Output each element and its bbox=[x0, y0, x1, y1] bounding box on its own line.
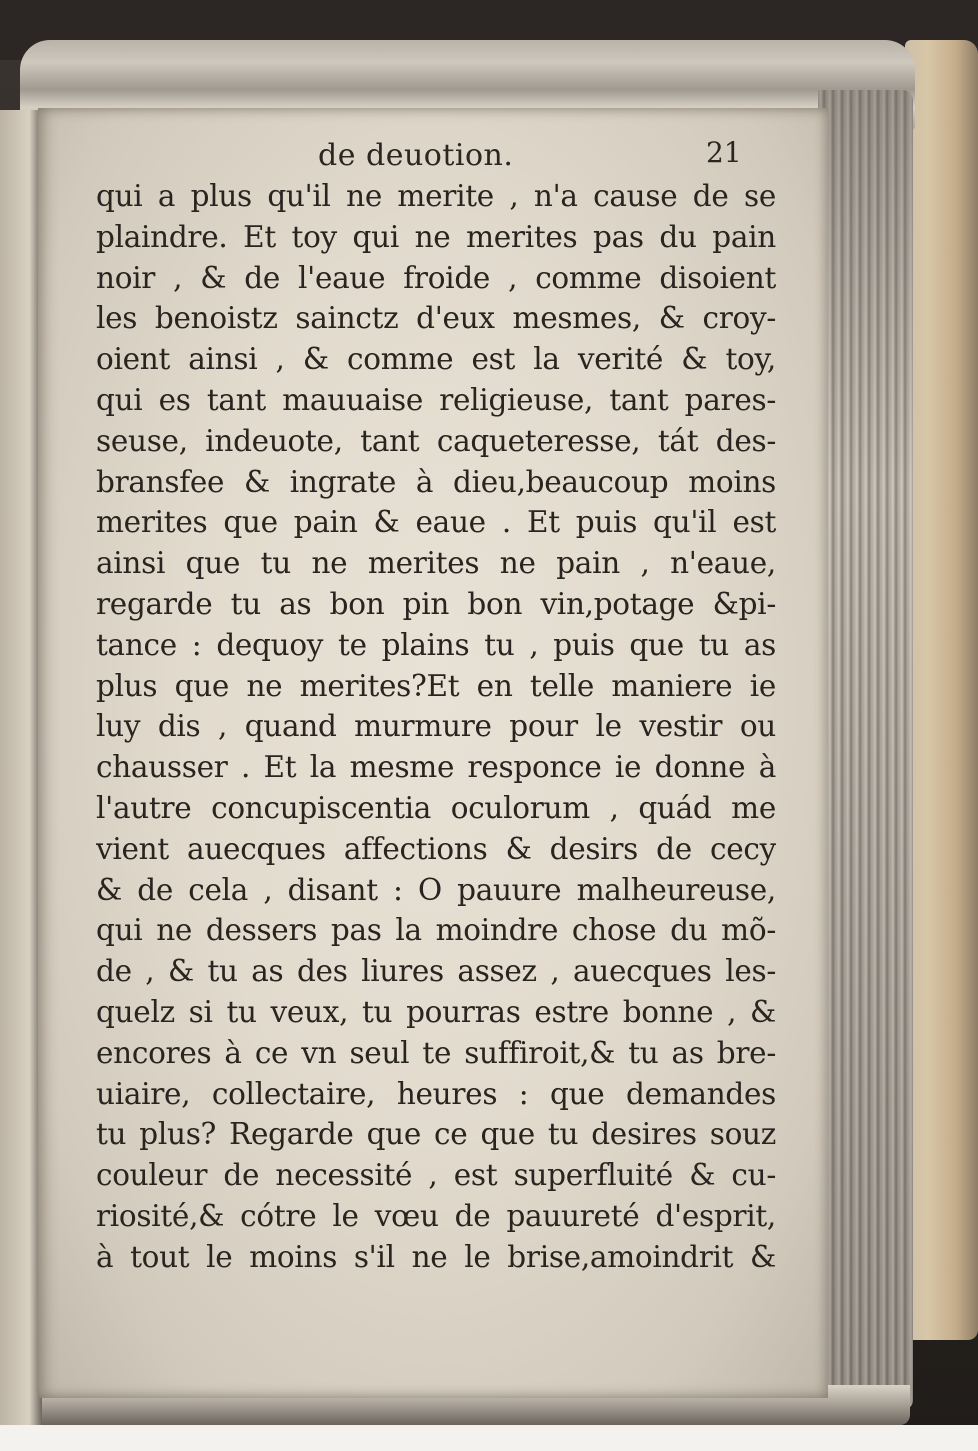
text-line: regarde tu as bon pin bon vin,potage &pi- bbox=[96, 586, 776, 621]
text-line: à tout le moins s'il ne le brise,amoindrit & bbox=[96, 1239, 776, 1274]
text-line: uiaire, collectaire, heures : que demandes bbox=[96, 1076, 776, 1111]
text-line: bransfee & ingrate à dieu,beaucoup moins bbox=[96, 464, 776, 499]
text-block bbox=[96, 176, 776, 1278]
text-line: chausser . Et la mesme responce ie donne à bbox=[96, 750, 776, 785]
text-line: de , & tu as des liures assez , auecques les- bbox=[96, 954, 776, 989]
book-cover-edge bbox=[905, 40, 978, 1340]
text-line: tance : dequoy te plains tu , puis que tu as bbox=[96, 627, 776, 662]
book-page bbox=[38, 108, 828, 1398]
text-line: & de cela , disant : O pauure malheureuse, bbox=[96, 872, 776, 907]
text-line: les benoistz sainctz d'eux mesmes, & croy- bbox=[96, 301, 776, 336]
text-line: qui es tant mauuaise religieuse, tant pares- bbox=[96, 382, 776, 417]
text-line: luy dis , quand murmure pour le vestir ou bbox=[96, 709, 776, 744]
running-head: de deuotion. bbox=[318, 138, 514, 173]
text-line: oient ainsi , & comme est la verité & toy, bbox=[96, 342, 776, 377]
text-line: vient auecques affections & desirs de cecy bbox=[96, 831, 776, 866]
text-line: encores à ce vn seul te suffiroit,& tu as bre- bbox=[96, 1035, 776, 1070]
text-line: qui ne dessers pas la moindre chose du mõ- bbox=[96, 913, 776, 948]
text-line: qui a plus qu'il ne merite , n'a cause de se bbox=[96, 179, 776, 213]
text-line: riosité,& cótre le vœu de pauureté d'esprit, bbox=[96, 1198, 776, 1233]
text-line: ainsi que tu ne merites ne pain , n'eaue, bbox=[96, 546, 776, 581]
text-line: seuse, indeuote, tant caqueteresse, tát des- bbox=[96, 423, 776, 458]
text-line: merites que pain & eaue . Et puis qu'il est bbox=[96, 505, 776, 540]
text-line: quelz si tu veux, tu pourras estre bonne , & bbox=[96, 994, 776, 1029]
page-number: 21 bbox=[706, 136, 742, 169]
text-line: l'autre concupiscentia oculorum , quád me bbox=[96, 790, 776, 825]
text-line: tu plus? Regarde que ce que tu desires souz bbox=[96, 1117, 776, 1152]
bottom-margin-strip bbox=[0, 1425, 978, 1451]
left-facing-page bbox=[0, 110, 42, 1440]
text-line: noir , & de l'eaue froide , comme disoient bbox=[96, 260, 776, 295]
page-edges-right bbox=[818, 90, 913, 1410]
text-line: couleur de necessité , est superfluité & cu- bbox=[96, 1158, 776, 1193]
text-line: plus que ne merites?Et en telle maniere ie bbox=[96, 668, 776, 703]
text-line: plaindre. Et toy qui ne merites pas du pain bbox=[96, 219, 776, 254]
